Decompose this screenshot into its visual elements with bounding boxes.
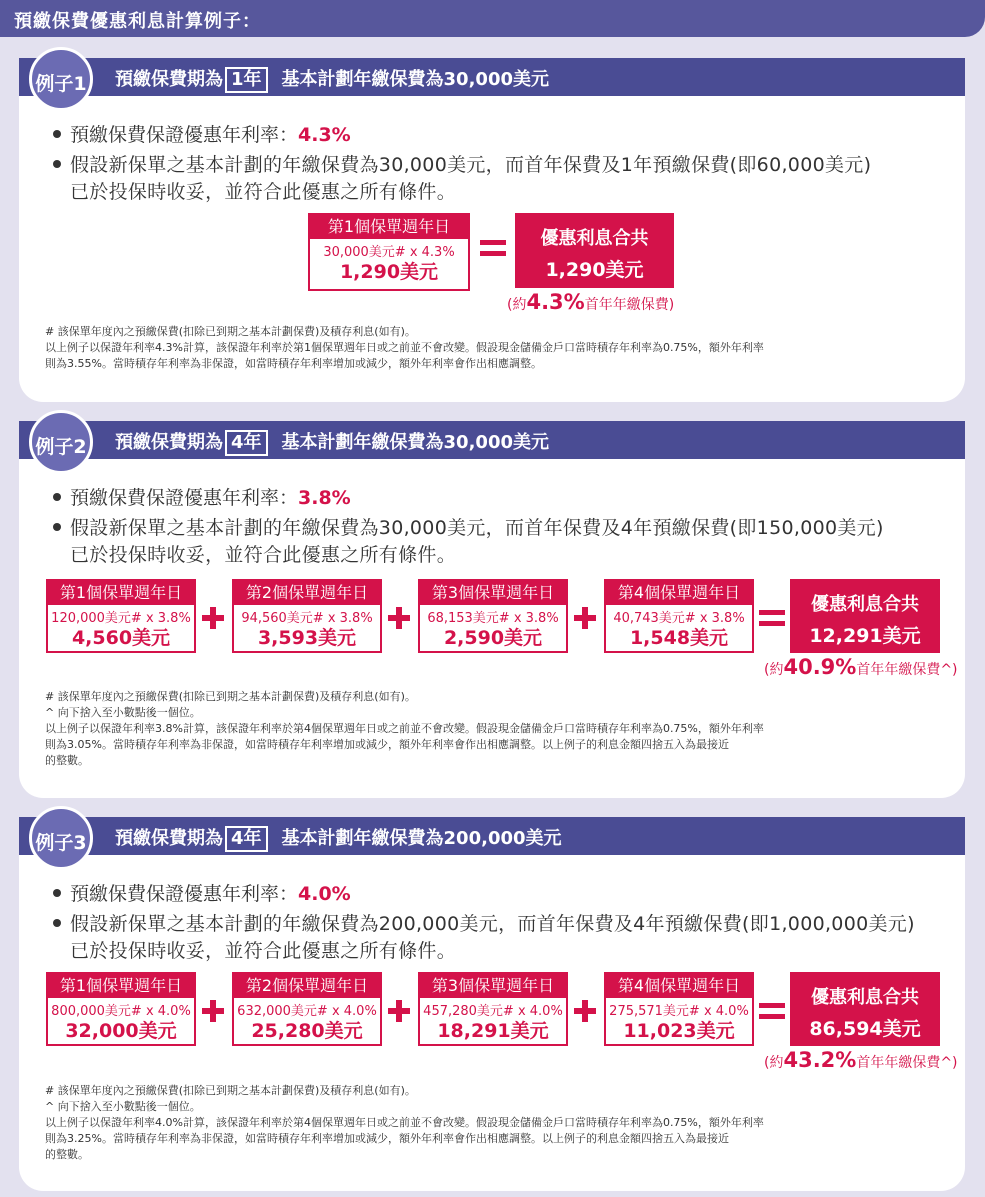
- approx-percentage: (約43.2%首年年繳保費^): [764, 1048, 958, 1072]
- example-badge: 例子1: [29, 47, 93, 111]
- rate-value: 3.8%: [298, 487, 351, 509]
- plus-icon: [388, 1000, 410, 1022]
- page-title: 預繳保費優惠利息計算例子：: [14, 11, 261, 32]
- total-box: 優惠利息合共 1,290美元: [515, 213, 674, 288]
- approx-percentage: (約4.3%首年年繳保費): [507, 290, 675, 314]
- plus-icon: [202, 607, 224, 629]
- period-box: 1年: [225, 67, 268, 93]
- bullet-dot: [53, 130, 61, 138]
- year-box-4: 第4個保單週年日 40,743美元# x 3.8% 1,548美元: [604, 579, 754, 653]
- year-box-2: 第2個保單週年日 94,560美元# x 3.8% 3,593美元: [232, 579, 382, 653]
- plus-icon: [202, 1000, 224, 1022]
- footnotes: # 該保單年度內之預繳保費(扣除已到期之基本計劃保費)及積存利息(如有)。 以上例子以保證年利率4.3%計算，該保證年利率於第1個保單週年日或之前並不會改變。假設現金儲備金戶口當時積存年利率為0.75%，額外年利率 則為3.55%。當時積存年利率為非保證，如當時積存年利率增加或減少，額外年利率會作出相應調整。: [45, 325, 764, 370]
- example-card-1: [19, 58, 965, 402]
- example-card-2: [19, 421, 965, 798]
- year-box-1: 第1個保單週年日 120,000美元# x 3.8% 4,560美元: [46, 579, 196, 653]
- plus-icon: [388, 607, 410, 629]
- year-box-4: 第4個保單週年日 275,571美元# x 4.0% 11,023美元: [604, 972, 754, 1046]
- equals-icon: [480, 238, 506, 258]
- plus-icon: [574, 607, 596, 629]
- bullet-dot: [53, 889, 61, 897]
- example-heading: 預繳保費期為 4年 基本計劃年繳保費為200,000美元: [115, 824, 562, 852]
- example-heading: 預繳保費期為 1年 基本計劃年繳保費為30,000美元: [115, 65, 549, 93]
- bullet-dot: [53, 493, 61, 501]
- assumption-bullet: 假設新保單之基本計劃的年繳保費為30,000美元，而首年保費及1年預繳保費(即60,000美元) 已於投保時收妥，並符合此優惠之所有條件。: [53, 152, 871, 206]
- footnotes: # 該保單年度內之預繳保費(扣除已到期之基本計劃保費)及積存利息(如有)。 ^ 向下捨入至小數點後一個位。 以上例子以保證年利率3.8%計算，該保證年利率於第4個保單週年日或之前並不會改變。假設現金儲備金戶口當時積存年利率為0.75%，額外年利率 則為3.05%。當時積存年利率為非保證，如當時積存年利率增加或減少，額外年利率會作出相應調整。以上例子的利息金額四捨五入為最接近 的整數。: [45, 690, 764, 767]
- period-box: 4年: [225, 826, 268, 852]
- footnotes: # 該保單年度內之預繳保費(扣除已到期之基本計劃保費)及積存利息(如有)。 ^ 向下捨入至小數點後一個位。 以上例子以保證年利率4.0%計算，該保證年利率於第4個保單週年日或之前並不會改變。假設現金儲備金戶口當時積存年利率為0.75%，額外年利率 則為3.25%。當時積存年利率為非保證，如當時積存年利率增加或減少，額外年利率會作出相應調整。以上例子的利息金額四捨五入為最接近 的整數。: [45, 1084, 764, 1161]
- rate-bullet: 預繳保費保證優惠年利率：4.3%: [53, 120, 351, 147]
- rate-bullet: 預繳保費保證優惠年利率：4.0%: [53, 879, 351, 906]
- year-box-1: 第1個保單週年日 30,000美元# x 4.3% 1,290美元: [308, 213, 470, 291]
- plus-icon: [574, 1000, 596, 1022]
- approx-percentage: (約40.9%首年年繳保費^): [764, 655, 958, 679]
- rate-value: 4.3%: [298, 124, 351, 146]
- bullet-dot: [53, 160, 61, 168]
- year-box-2: 第2個保單週年日 632,000美元# x 4.0% 25,280美元: [232, 972, 382, 1046]
- equals-icon: [759, 608, 785, 628]
- example-badge: 例子3: [29, 806, 93, 870]
- rate-bullet: 預繳保費保證優惠年利率：3.8%: [53, 483, 351, 510]
- total-box: 優惠利息合共 86,594美元: [790, 972, 940, 1046]
- assumption-bullet: 假設新保單之基本計劃的年繳保費為200,000美元，而首年保費及4年預繳保費(即1,000,000美元) 已於投保時收妥，並符合此優惠之所有條件。: [53, 911, 915, 965]
- assumption-bullet: 假設新保單之基本計劃的年繳保費為30,000美元，而首年保費及4年預繳保費(即150,000美元) 已於投保時收妥，並符合此優惠之所有條件。: [53, 515, 884, 569]
- year-box-3: 第3個保單週年日 68,153美元# x 3.8% 2,590美元: [418, 579, 568, 653]
- page-header: [0, 0, 985, 37]
- year-box-1: 第1個保單週年日 800,000美元# x 4.0% 32,000美元: [46, 972, 196, 1046]
- example-card-3: [19, 817, 965, 1191]
- bullet-dot: [53, 523, 61, 531]
- example-heading: 預繳保費期為 4年 基本計劃年繳保費為30,000美元: [115, 428, 549, 456]
- year-box-3: 第3個保單週年日 457,280美元# x 4.0% 18,291美元: [418, 972, 568, 1046]
- total-box: 優惠利息合共 12,291美元: [790, 579, 940, 653]
- rate-value: 4.0%: [298, 883, 351, 905]
- equals-icon: [759, 1001, 785, 1021]
- example-badge: 例子2: [29, 410, 93, 474]
- bullet-dot: [53, 919, 61, 927]
- period-box: 4年: [225, 430, 268, 456]
